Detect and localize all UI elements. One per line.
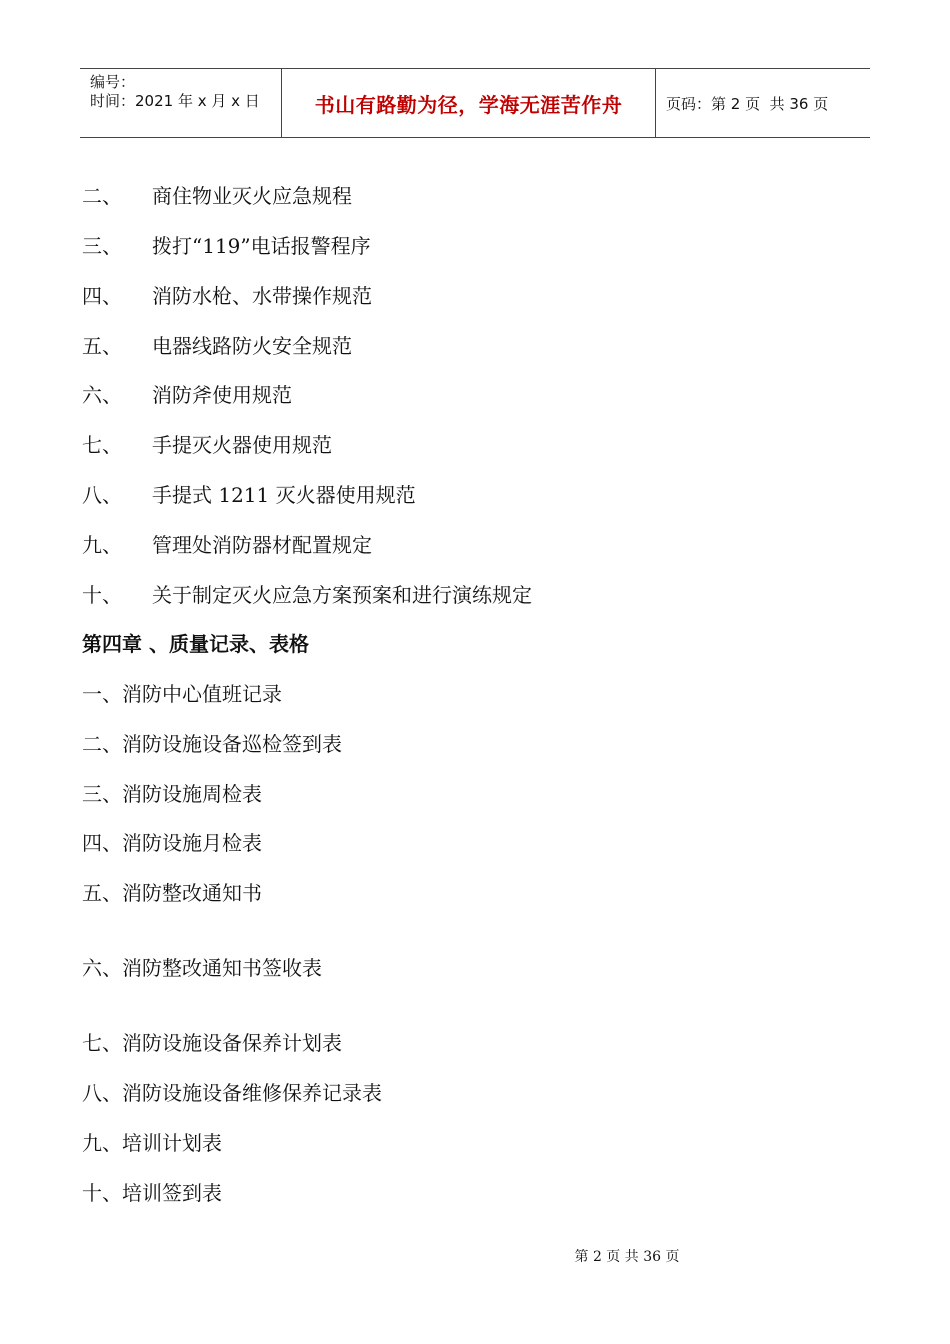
list-item: 十、 关于制定灭火应急方案预案和进行演练规定 [82,583,532,607]
record-item: 七、消防设施设备保养计划表 [82,1031,342,1055]
header-motto: 书山有路勤为径，学海无涯苦作舟 [282,69,656,137]
list-item: 七、 手提灭火器使用规范 [82,433,332,457]
time-label: 时间：2021 年 x 月 x 日 [90,92,260,110]
record-item: 一、消防中心值班记录 [82,682,282,706]
list-item: 八、 手提式 1211 灭火器使用规范 [82,483,416,507]
chapter-heading: 第四章 、质量记录、表格 [82,632,309,656]
record-item: 八、消防设施设备维修保养记录表 [82,1081,382,1105]
list-item: 三、 拨打“119”电话报警程序 [82,234,371,258]
record-item: 六、消防整改通知书签收表 [82,956,322,980]
page-info-text: 页码：第 2 页 共 36 页 [666,94,829,113]
page-header [80,68,870,138]
record-item: 三、消防设施周检表 [82,782,262,806]
page-footer [0,1246,950,1266]
record-item: 二、消防设施设备巡检签到表 [82,732,342,756]
header-page-info [656,69,870,137]
list-item: 九、 管理处消防器材配置规定 [82,533,372,557]
list-item: 五、 电器线路防火安全规范 [82,334,352,358]
record-item: 五、消防整改通知书 [82,881,262,905]
list-item: 六、 消防斧使用规范 [82,383,292,407]
list-item: 四、 消防水枪、水带操作规范 [82,284,372,308]
record-item: 九、培训计划表 [82,1131,222,1155]
number-label: 编号： [90,73,136,91]
list-item: 二、 商住物业灭火应急规程 [82,184,352,208]
footer-page-number: 第 2 页 共 36 页 [574,1249,680,1265]
record-item: 四、消防设施月检表 [82,831,262,855]
header-meta [80,69,282,137]
record-item: 十、培训签到表 [82,1181,222,1205]
